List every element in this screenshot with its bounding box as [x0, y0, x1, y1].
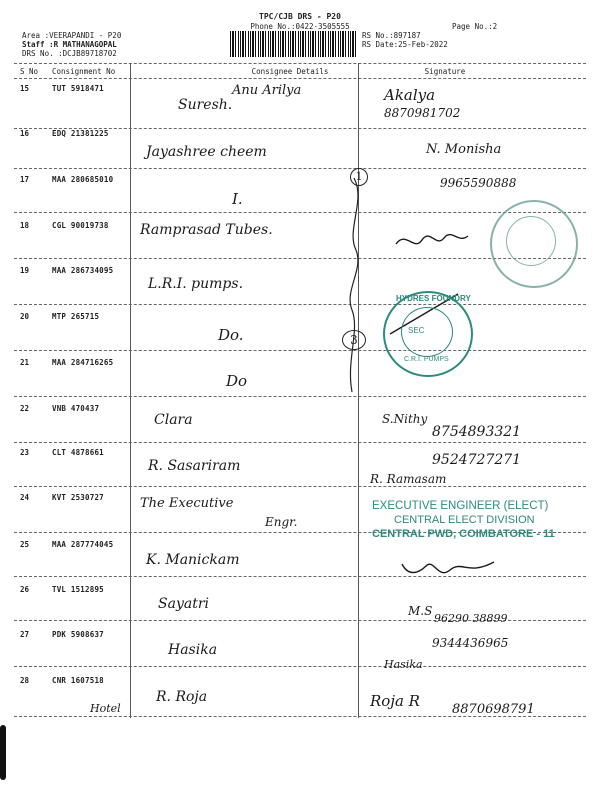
row-consignment: KVT 2530727: [52, 493, 104, 502]
consignee-name: I.: [232, 190, 243, 208]
consignee-name: R. Sasariram: [148, 458, 241, 474]
col-sno: S No: [20, 67, 39, 76]
row-rule: [14, 212, 586, 213]
row-consignment: TVL 1512895: [52, 585, 104, 594]
circled-mark: 1: [350, 168, 368, 186]
signature-scribble: [398, 556, 498, 586]
grouping-bracket: [336, 170, 376, 400]
signature-phone: 9965590888: [440, 176, 517, 190]
signature: M.S: [408, 604, 433, 618]
signature-scribble: [392, 226, 472, 256]
consignee-name: Anu Arilya: [232, 83, 302, 98]
row-consignment: MAA 287774045: [52, 540, 114, 549]
signature: R. Ramasam: [370, 472, 447, 486]
row-sno: 18: [20, 221, 30, 230]
consignee-name: Hasika: [168, 642, 218, 658]
row-consignment: MTP 265715: [52, 312, 100, 321]
row-rule: [14, 304, 586, 305]
row-consignment: TUT 5918471: [52, 84, 104, 93]
staff-label: Staff :R MATHANAGOPAL: [22, 40, 117, 49]
row-consignment: EDQ 21381225: [52, 129, 109, 138]
consignee-name: Jayashree cheem: [146, 144, 267, 160]
signature: Roja R: [370, 692, 420, 710]
row-consignment: MAA 280685010: [52, 175, 114, 184]
consignee-note: Hotel: [90, 702, 121, 715]
col-consignee: Consignee Details: [251, 67, 329, 76]
foundry-stamp-name: HYDRES FOUNDRY: [396, 294, 471, 303]
phone-number: Phone No.:0422-3505555: [250, 22, 350, 31]
consignee-name: Do: [226, 372, 248, 390]
row-sno: 21: [20, 358, 30, 367]
consignee-name-line2: Suresh.: [178, 97, 233, 113]
engineer-stamp-line2: CENTRAL ELECT DIVISION: [394, 514, 535, 526]
row-sno: 19: [20, 266, 30, 275]
row-sno: 17: [20, 175, 30, 184]
row-rule: [14, 666, 586, 667]
row-sno: 16: [20, 129, 30, 138]
col-signature: Signature: [424, 67, 466, 76]
row-consignment: CNR 1607518: [52, 676, 104, 685]
signature: N. Monisha: [426, 142, 502, 157]
signature-phone: 8754893321: [432, 424, 522, 440]
row-sno: 22: [20, 404, 30, 413]
consignee-name: Sayatri: [158, 596, 209, 612]
header-rule-top: [14, 63, 586, 64]
row-sno: 25: [20, 540, 30, 549]
row-rule: [14, 168, 586, 169]
row-consignment: CGL 90019738: [52, 221, 109, 230]
col-consignment: Consignment No: [52, 67, 116, 76]
row-sno: 26: [20, 585, 30, 594]
row-rule: [14, 576, 586, 577]
page-number: Page No.:2: [452, 22, 498, 31]
row-sno: 20: [20, 312, 30, 321]
signature-phone: 9344436965: [432, 636, 509, 650]
signature-phone: 8870698791: [452, 702, 535, 717]
scan-artifact: [0, 725, 6, 780]
row-consignment: CLT 4878661: [52, 448, 104, 457]
signature-phone: 96290 38899: [434, 612, 508, 625]
row-sno: 23: [20, 448, 30, 457]
signature: Hasika: [384, 658, 423, 671]
row-consignment: VNB 470437: [52, 404, 100, 413]
round-stamp-inner: [506, 216, 556, 266]
signature-phone: 8870981702: [384, 106, 461, 120]
consignee-name: L.R.I. pumps.: [148, 276, 244, 292]
consignee-name: Do.: [218, 326, 244, 344]
row-sno: 24: [20, 493, 30, 502]
engineer-stamp-line3: CENTRAL PWD, COIMBATORE - 11: [372, 528, 555, 540]
row-sno: 28: [20, 676, 30, 685]
signature: S.Nithy: [382, 412, 428, 426]
rs-date: RS Date:25-Feb-2022: [362, 40, 448, 49]
row-rule: [14, 396, 586, 397]
row-sno: 27: [20, 630, 30, 639]
row-rule: [14, 442, 586, 443]
row-rule: [14, 350, 586, 351]
circled-mark: 3: [342, 330, 366, 350]
consignee-name: K. Manickam: [146, 552, 240, 568]
consignee-name: Clara: [154, 412, 193, 428]
foundry-stamp-center: SEC: [408, 326, 425, 335]
header-rule-bottom: [14, 78, 586, 79]
row-rule: [14, 486, 586, 487]
row-consignment: PDK 5908637: [52, 630, 104, 639]
consignee-name-line2: Engr.: [265, 515, 298, 529]
consignee-name: Ramprasad Tubes.: [140, 222, 273, 238]
consignee-name: The Executive: [140, 496, 234, 511]
signature-phone: 9524727271: [432, 452, 522, 468]
engineer-stamp-line1: EXECUTIVE ENGINEER (ELECT): [372, 500, 549, 512]
drs-number: DRS No. :DCJB89718702: [22, 49, 117, 58]
row-sno: 15: [20, 84, 30, 93]
area-label: Area :VEERAPANDI - P20: [22, 31, 122, 40]
report-title: TPC/CJB DRS - P20: [259, 12, 341, 21]
consignee-name: R. Roja: [156, 689, 208, 705]
row-consignment: MAA 286734095: [52, 266, 114, 275]
signature: Akalya: [384, 86, 436, 104]
foundry-stamp-unit: C.R.I. PUMPS: [404, 356, 449, 363]
rs-number: RS No.:897187: [362, 31, 421, 40]
barcode: [230, 31, 358, 57]
row-consignment: MAA 284716265: [52, 358, 114, 367]
